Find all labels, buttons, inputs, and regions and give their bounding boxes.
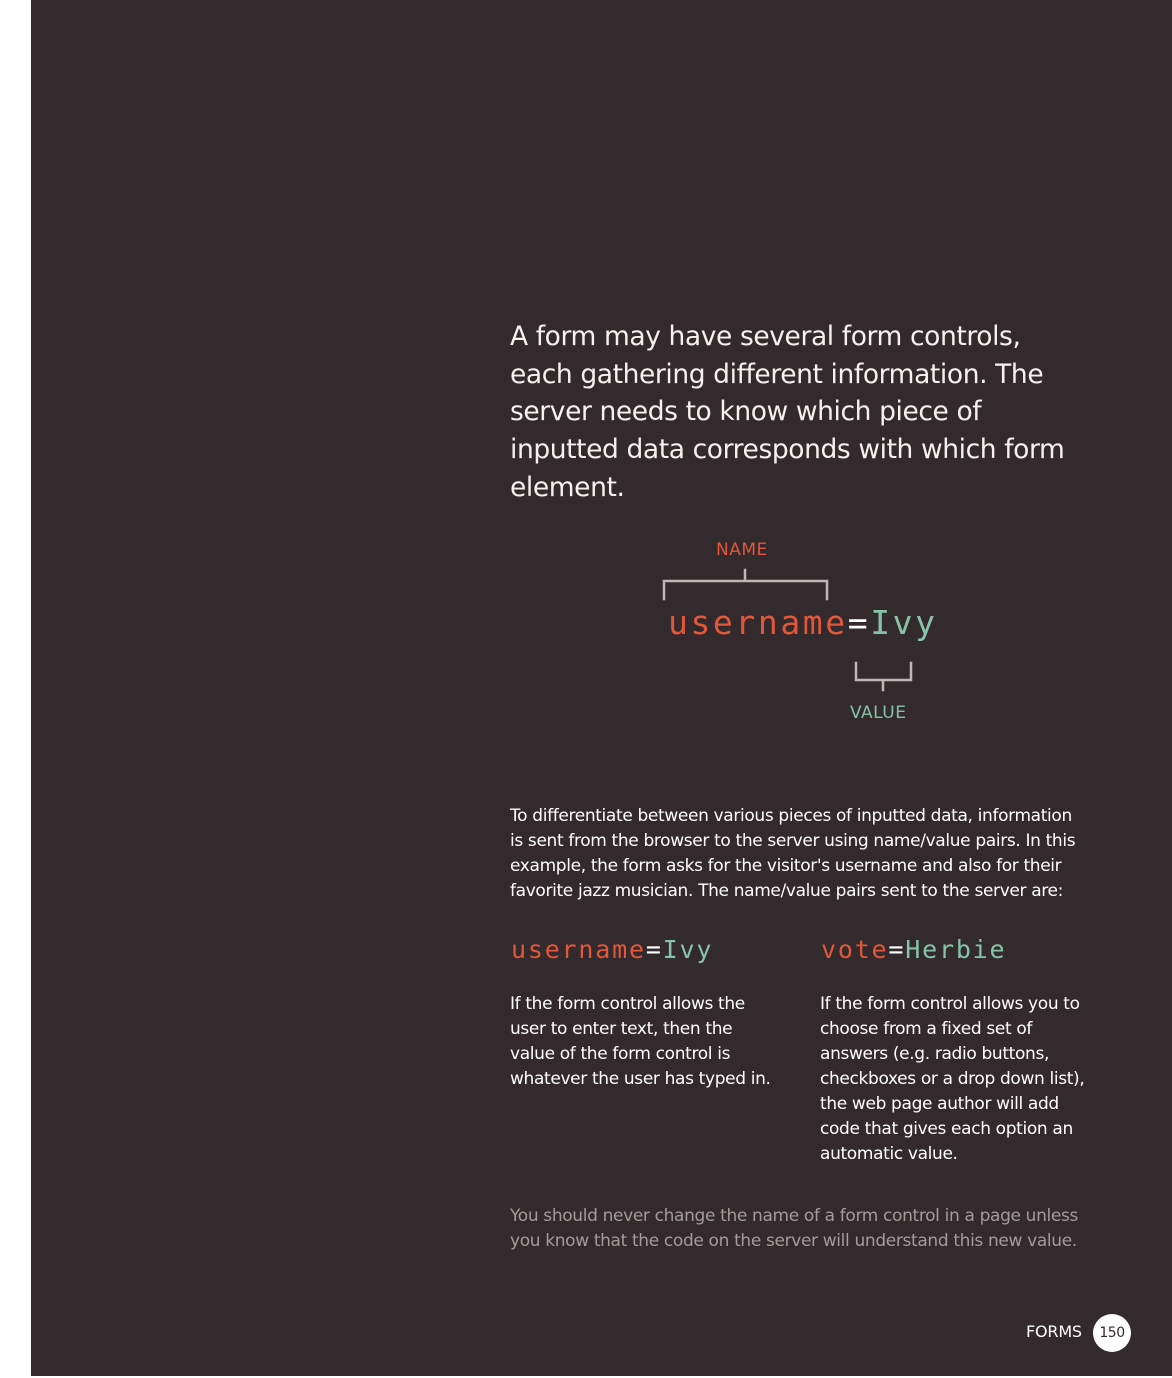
name-label: NAME <box>716 540 768 560</box>
text-input-description: If the form control allows the user to enter text, then the value of the form control is whatever the user has typed in. <box>510 994 771 1089</box>
example-pair <box>668 603 938 642</box>
pair-value: Herbie <box>905 935 1007 964</box>
pair-name: username <box>511 935 646 964</box>
pair-equals: = <box>888 935 906 964</box>
name-bracket <box>664 570 827 599</box>
explanation-paragraph: To differentiate between various pieces of inputted data, information is sent from the browser to the server using name/value pairs. In this example, the form asks for the visitor's username and also for their favorite jazz musician. The name/value pairs sent to the server are: <box>510 806 1076 901</box>
pair-vote <box>821 935 1006 964</box>
example-equals: = <box>847 603 871 642</box>
warning-note: You should never change the name of a form control in a page unless you know that the code on the server will understand this new value. <box>510 1206 1079 1251</box>
intro-paragraph: A form may have several form controls, each gathering different information. The server needs to know which piece of inputted data corresponds with which form element. <box>510 321 1065 503</box>
pair-value: Ivy <box>662 935 714 964</box>
example-name: username <box>668 603 848 642</box>
pair-username <box>511 935 713 964</box>
pair-name: vote <box>821 935 889 964</box>
section-label: FORMS <box>1026 1322 1082 1341</box>
value-bracket <box>856 663 911 690</box>
pair-equals: = <box>645 935 663 964</box>
example-value: Ivy <box>870 603 938 642</box>
fixed-choice-description: If the form control allows you to choose from a fixed set of answers (e.g. radio buttons, checkboxes or a drop down list), the web page author will add code that gives each option an automatic value. <box>820 994 1085 1164</box>
value-label: VALUE <box>850 703 907 723</box>
page-number-badge: 150 <box>1093 1314 1131 1352</box>
